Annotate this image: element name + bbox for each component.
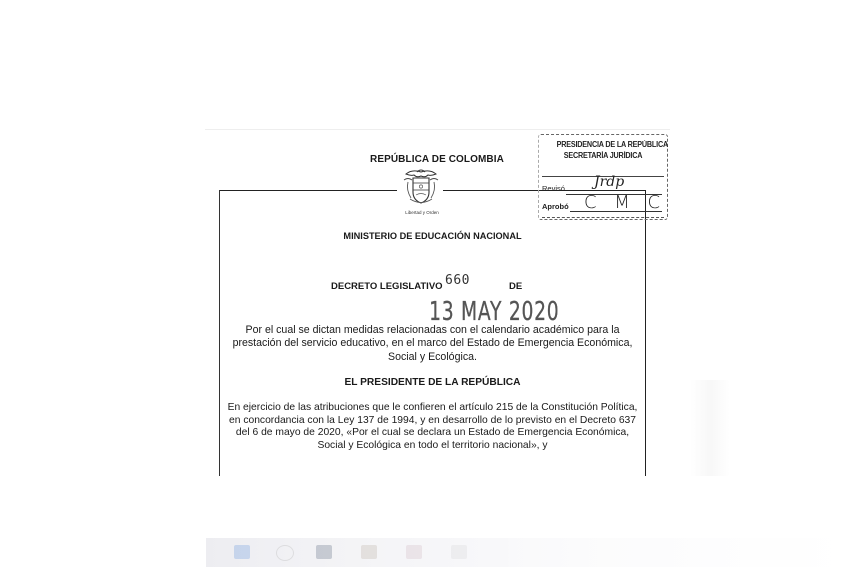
stamp-bottom-border: [542, 217, 664, 218]
photoshop-icon: [316, 545, 332, 559]
illustrator-icon: [361, 545, 377, 559]
decree-type-label: DECRETO LEGISLATIVO: [331, 281, 443, 292]
taskbar-ghost: [206, 538, 850, 567]
decree-connector: DE: [509, 281, 523, 292]
coat-of-arms-icon: [400, 168, 442, 204]
app-icon: [451, 545, 467, 559]
decree-date-stamp: 13 MAY 2020: [429, 297, 560, 327]
reviewed-signature: Jrdp: [594, 174, 625, 190]
approved-label: Aprobó: [542, 202, 569, 211]
preamble-paragraph: En ejercicio de las atribuciones que le confieren el artículo 215 de la Constitución Política, en concordancia con la Ley 137 de 1994, y en desarrollo de lo previsto en el Decreto 637 del 6 de mayo de 2020, «Por el cual se declara un Estado de Emergencia Económica, Social y Ecológica en todo el territorio nacional», y: [227, 402, 638, 451]
decree-number: 660: [445, 273, 470, 288]
review-stamp: [538, 134, 668, 220]
country-heading: REPÚBLICA DE COLOMBIA: [370, 154, 504, 165]
issuer-heading: EL PRESIDENTE DE LA REPÚBLICA: [344, 377, 521, 388]
browser-icon: [276, 545, 294, 561]
outlook-icon: [234, 545, 250, 559]
decree-summary: Por el cual se dictan medidas relacionadas con el calendario académico para la prestación del servicio educativo, en el marco del Estado de Emergencia Económica, Social y Ecológica.: [232, 324, 633, 363]
stamp-title-line1: PRESIDENCIA DE LA REPÚBLICA: [556, 140, 668, 149]
stamp-title-line2: SECRETARÍA JURÍDICA: [563, 151, 643, 160]
reviewed-label: Revisó: [542, 184, 565, 193]
ministry-heading: MINISTERIO DE EDUCACIÓN NACIONAL: [343, 231, 522, 241]
indesign-icon: [406, 545, 422, 559]
coat-of-arms-motto: Libertad y Orden: [405, 210, 439, 215]
approved-signature: C M C: [584, 192, 667, 213]
scan-shadow: [690, 380, 730, 476]
frame-border-top-left: [219, 190, 397, 191]
